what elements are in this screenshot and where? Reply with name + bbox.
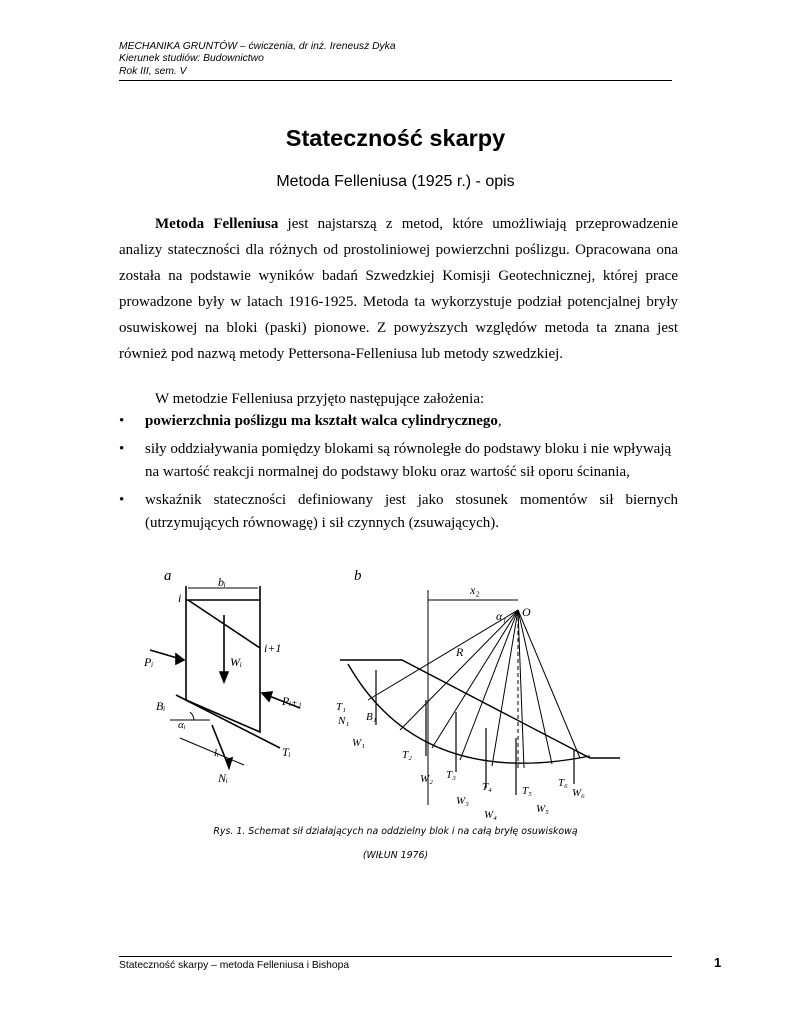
label-W: Wᵢ xyxy=(230,655,242,669)
label-B1: B₁ xyxy=(366,711,377,723)
paragraph-lead: Metoda Felleniusa xyxy=(155,216,279,232)
label-W1: W₁ xyxy=(352,737,365,749)
label-T4: T₄ xyxy=(482,781,492,793)
page-subtitle: Metoda Felleniusa (1925 r.) - opis xyxy=(276,173,515,190)
label-O: O xyxy=(522,605,531,619)
footer-rule xyxy=(119,956,672,957)
page-number: 1 xyxy=(714,955,722,970)
label-i1: i+1 xyxy=(264,641,282,655)
bullet-icon: • xyxy=(119,413,125,429)
assumption-1-tail: , xyxy=(497,413,502,429)
panel-b-slope xyxy=(340,590,620,805)
list-item xyxy=(119,438,678,485)
radius-lines xyxy=(368,610,580,770)
figure-source: (WIŁUN 1976) xyxy=(362,850,429,861)
bullet-icon: • xyxy=(119,491,125,508)
description-paragraph xyxy=(119,211,678,368)
label-P: Pᵢ xyxy=(144,655,154,669)
label-W4: W₄ xyxy=(484,809,497,820)
label-N1: N₁ xyxy=(338,715,350,727)
assumptions-intro: W metodzie Felleniusa przyjęto następujące założenia: xyxy=(155,391,485,407)
bullet-icon: • xyxy=(119,440,125,457)
label-i: i xyxy=(178,591,182,605)
panel-b-labels xyxy=(336,568,585,820)
list-item xyxy=(119,410,678,434)
label-W5: W₅ xyxy=(536,803,549,815)
header-course: MECHANIKA GRUNTÓW – ćwiczenia, dr inż. Ireneusz Dyka xyxy=(119,41,396,52)
label-B: Bᵢ xyxy=(156,699,166,713)
assumption-1-bold: powierzchnia poślizgu ma kształt walca cylindrycznego xyxy=(145,413,498,429)
running-header xyxy=(119,41,672,78)
label-P1: Pᵢ₊₁ xyxy=(282,694,302,708)
panel-a-block xyxy=(150,586,300,768)
label-T2: T₂ xyxy=(402,749,412,761)
block-outline xyxy=(186,600,260,732)
figure-caption: Rys. 1. Schemat sił działających na oddzielny blok i na całą bryłę osuwiskową xyxy=(213,826,578,837)
label-W2: W₂ xyxy=(420,773,433,785)
label-l: lᵢ xyxy=(214,747,219,759)
slip-circle xyxy=(348,664,590,763)
label-W3: W₃ xyxy=(456,795,469,807)
label-alpha: αᵢ xyxy=(178,719,186,731)
header-field-of-study: Kierunek studiów: Budownictwo xyxy=(119,53,264,65)
label-x2: x₂ xyxy=(470,583,480,597)
label-T5: T₅ xyxy=(522,785,532,797)
list-item xyxy=(119,489,678,536)
label-T3: T₃ xyxy=(446,769,456,781)
label-T: Tᵢ xyxy=(282,745,291,759)
assumption-2-line2: na wartość reakcji normalnej do podstawy bloku oraz wartość sił oporu ścinania, xyxy=(145,464,630,480)
force-diagram-figure xyxy=(140,560,620,820)
header-rule xyxy=(119,80,672,81)
assumption-2-line1: siły oddziaływania pomiędzy blokami są równoległe do podstawy bloku i nie wpływają xyxy=(145,440,672,457)
label-R: R xyxy=(456,645,464,659)
label-alpha1: α₁ xyxy=(496,609,507,623)
label-T6: T₆ xyxy=(558,777,568,789)
page-title: Stateczność skarpy xyxy=(285,125,506,151)
label-T1: T₁ xyxy=(336,701,346,713)
paragraph-body: jest najstarszą z metod, które umożliwiają przeprowadzenie analizy stateczności dla różnych od prostoliniowej powierzchni poślizgu. Opracowana ona została na podstawie wyników badań Szwedzkiej Komisji Geotechnicznej, której prace prowadzone były w latach 1916-1925. Metoda ta wykorzystuje podział potencjalnej bryły osuwiskowej na bloki (paski) pionowe. Z powyższych względów metoda ta znana jest również pod nazwą metody Pettersona-Felleniusa lub metody szwedzkiej. xyxy=(119,216,678,363)
assumption-3-line1: wskaźnik stateczności definiowany jest jako stosunek momentów sił biernych xyxy=(145,491,678,508)
label-W6: W₆ xyxy=(572,787,585,799)
assumption-3-line2: (utrzymujących równowagę) i sił czynnych (zsuwających). xyxy=(145,515,500,531)
label-b: bᵢ xyxy=(218,575,226,589)
panel-b-label: b xyxy=(354,568,362,584)
assumptions-list xyxy=(119,410,678,536)
panel-a-label: a xyxy=(164,568,172,584)
label-N: Nᵢ xyxy=(218,771,228,785)
header-year-semester: Rok III, sem. V xyxy=(119,65,187,77)
footer-text: Stateczność skarpy – metoda Felleniusa i Bishopa xyxy=(119,960,350,971)
slice-weights xyxy=(376,670,574,795)
